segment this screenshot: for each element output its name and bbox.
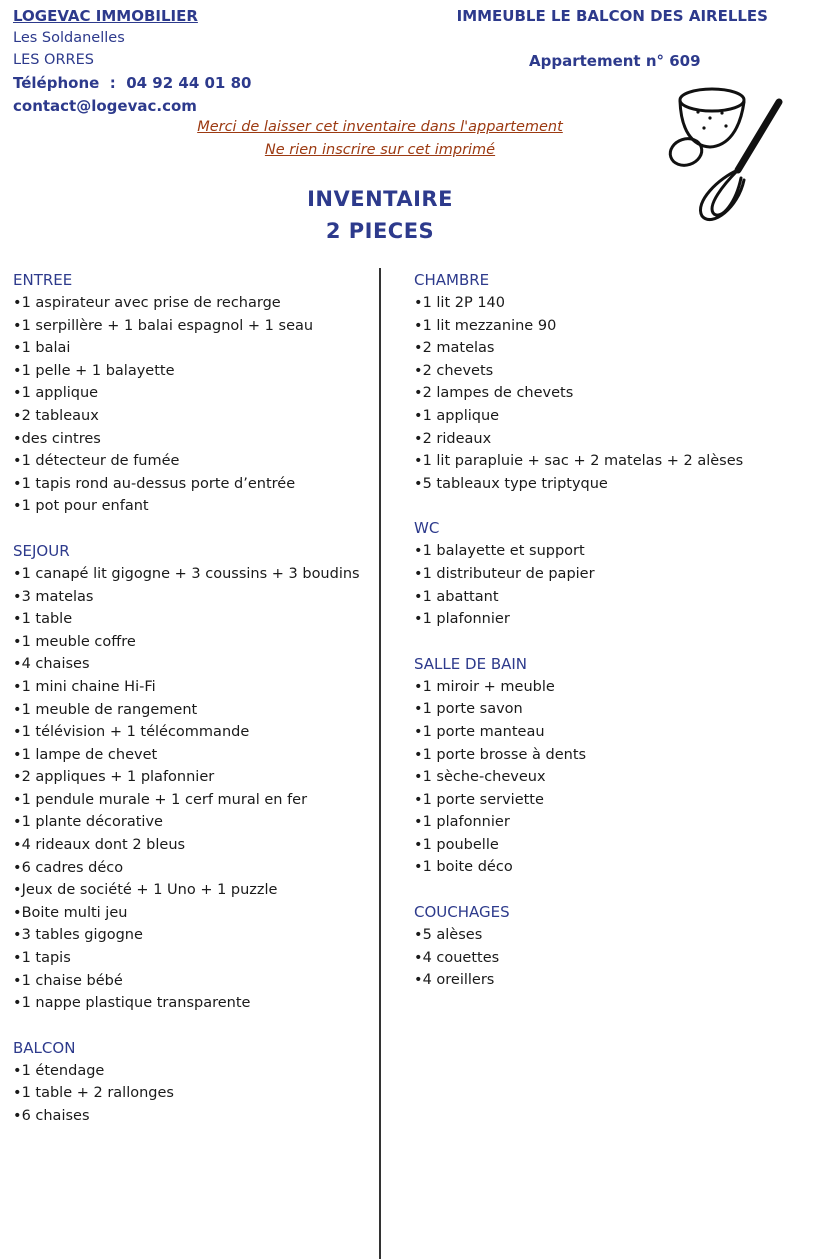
inventory-item-label: 1 miroir + meuble (422, 678, 555, 695)
inventory-item (414, 947, 814, 970)
inventory-item (13, 608, 373, 631)
bullet-icon: • (13, 407, 22, 424)
bullet-icon: • (414, 475, 423, 492)
inventory-left-column (13, 269, 373, 1128)
inventory-item (13, 699, 373, 722)
inventory-item (414, 360, 814, 383)
bullet-icon: • (13, 430, 22, 447)
inventory-item (414, 382, 814, 405)
inventory-item-label: 6 chaises (21, 1108, 90, 1124)
inventory-item-label: 1 pendule murale + 1 cerf mural en fer (21, 791, 308, 808)
inventory-item (13, 631, 373, 654)
inventory-item-label: 1 chaise bébé (21, 972, 123, 989)
inventory-item (13, 879, 373, 902)
bullet-icon: • (13, 295, 22, 311)
bullet-icon: • (13, 362, 22, 379)
section-spacer (414, 631, 814, 653)
inventory-item (13, 857, 373, 880)
section-spacer (13, 518, 373, 540)
inventory-item-label: 1 poubelle (422, 836, 499, 853)
bullet-icon: • (13, 565, 22, 582)
inventory-item (13, 1105, 373, 1128)
inventory-item (13, 1060, 373, 1083)
bullet-icon: • (13, 882, 22, 899)
inventory-item-label: 2 matelas (422, 340, 495, 357)
section-spacer (414, 495, 814, 517)
inventory-item-label: Boite multi jeu (21, 904, 128, 921)
inventory-item (13, 834, 373, 857)
inventory-item (414, 450, 814, 473)
inventory-item (414, 337, 814, 360)
section-spacer (414, 879, 814, 901)
bullet-icon: • (414, 543, 423, 560)
inventory-item (13, 676, 373, 699)
bullet-icon: • (13, 498, 22, 515)
bullet-icon: • (13, 814, 22, 831)
inventory-item-label: 1 tapis rond au-dessus porte d’entrée (21, 475, 296, 492)
inventory-item-label: 1 porte savon (422, 701, 523, 718)
notice-leave-inventory: Merci de laisser cet inventaire dans l'appartement (197, 119, 563, 135)
inventory-item-label: 1 balayette et support (422, 543, 585, 560)
inventory-item (13, 992, 373, 1015)
column-divider (379, 268, 381, 1259)
inventory-item-label: 1 porte brosse à dents (422, 746, 587, 763)
bullet-icon: • (414, 295, 423, 311)
building-name: IMMEUBLE LE BALCON DES AIRELLES (456, 7, 768, 25)
bullet-icon: • (414, 791, 423, 808)
inventory-item (13, 789, 373, 812)
section-title-balcon: BALCON (13, 1038, 76, 1057)
bullet-icon: • (13, 927, 22, 944)
bullet-icon: • (13, 972, 22, 989)
inventory-item (13, 653, 373, 676)
section-title-couchages: COUCHAGES (414, 903, 510, 922)
inventory-item-label: 1 boite déco (422, 859, 513, 876)
bullet-icon: • (13, 701, 22, 718)
inventory-item (414, 473, 814, 496)
bullet-icon: • (414, 611, 423, 628)
section-title-chambre: CHAMBRE (414, 271, 490, 289)
inventory-item (414, 744, 814, 767)
inventory-item-label: 6 cadres déco (21, 859, 124, 876)
inventory-item (13, 315, 373, 338)
inventory-item-label: 1 table + 2 rallonges (21, 1085, 174, 1102)
inventory-item (13, 428, 373, 451)
inventory-item (13, 924, 373, 947)
inventory-item (414, 766, 814, 789)
whisk-bowl-illustration (664, 80, 786, 228)
bullet-icon: • (414, 814, 423, 831)
inventory-item-label: 5 tableaux type triptyque (422, 475, 608, 492)
inventory-item (13, 405, 373, 428)
inventory-item-label: 1 serpillère + 1 balai espagnol + 1 seau (21, 317, 314, 334)
bullet-icon: • (414, 385, 423, 402)
bullet-icon: • (13, 746, 22, 763)
inventory-item (414, 856, 814, 879)
inventory-item-label: 1 table (21, 611, 73, 628)
inventory-item-label: 1 lit parapluie + sac + 2 matelas + 2 alèses (422, 453, 744, 470)
inventory-item-label: Jeux de société + 1 Uno + 1 puzzle (21, 882, 278, 899)
inventory-item-label: 2 appliques + 1 plafonnier (21, 769, 215, 786)
inventory-item (414, 292, 814, 315)
bullet-icon: • (13, 837, 22, 854)
inventory-item (13, 292, 373, 315)
bullet-icon: • (13, 317, 22, 334)
inventory-item (13, 902, 373, 925)
inventory-item-label: 1 lit 2P 140 (422, 295, 506, 311)
inventory-item-label: 1 étendage (21, 1062, 105, 1079)
bullet-icon: • (414, 678, 423, 695)
inventory-item-label: 2 lampes de chevets (422, 385, 574, 402)
inventory-item (13, 473, 373, 496)
inventory-item-label: 2 chevets (422, 362, 494, 379)
document-title: INVENTAIRE (307, 187, 453, 211)
inventory-item (414, 405, 814, 428)
inventory-right-column (414, 269, 814, 992)
bullet-icon: • (414, 340, 423, 357)
bullet-icon: • (414, 317, 423, 334)
bullet-icon: • (13, 588, 22, 605)
section-title-sejour: SEJOUR (13, 541, 70, 560)
bullet-icon: • (414, 565, 423, 582)
inventory-item-label: 1 porte serviette (422, 791, 544, 808)
bullet-icon: • (414, 407, 423, 424)
inventory-item (13, 721, 373, 744)
inventory-item (414, 608, 814, 631)
bullet-icon: • (414, 927, 423, 944)
bullet-icon: • (13, 385, 22, 402)
inventory-item (13, 382, 373, 405)
bullet-icon: • (414, 430, 423, 447)
inventory-item-label: 1 applique (422, 407, 500, 424)
inventory-item-label: 4 chaises (21, 656, 90, 673)
document-subtitle: 2 PIECES (325, 219, 435, 243)
inventory-item (13, 811, 373, 834)
inventory-item (414, 698, 814, 721)
agency-name: LOGEVAC IMMOBILIER (13, 7, 198, 25)
bullet-icon: • (414, 836, 423, 853)
bullet-icon: • (13, 656, 22, 673)
inventory-item-label: 1 lampe de chevet (21, 746, 158, 763)
notice-do-not-write: Ne rien inscrire sur cet imprimé (264, 142, 496, 158)
bullet-icon: • (13, 475, 22, 492)
inventory-item (13, 970, 373, 993)
bullet-icon: • (414, 588, 423, 605)
inventory-item (13, 450, 373, 473)
bullet-icon: • (13, 340, 22, 357)
inventory-item-label: 4 rideaux dont 2 bleus (21, 837, 186, 854)
inventory-item-label: 2 tableaux (21, 407, 99, 424)
inventory-item (414, 586, 814, 609)
inventory-item (414, 721, 814, 744)
bullet-icon: • (13, 950, 22, 967)
inventory-item-label: 1 plafonnier (422, 814, 510, 831)
bullet-icon: • (414, 859, 423, 876)
inventory-item-label: 1 meuble de rangement (21, 701, 198, 718)
inventory-item-label: 1 abattant (422, 588, 499, 605)
bullet-icon: • (13, 453, 22, 470)
inventory-item-label: 1 télévision + 1 télécommande (21, 724, 250, 741)
bullet-icon: • (414, 769, 423, 786)
bullet-icon: • (414, 746, 423, 763)
section-title-salle-de-bain: SALLE DE BAIN (414, 654, 528, 673)
inventory-item-label: 2 rideaux (422, 430, 492, 447)
bullet-icon: • (13, 724, 22, 741)
agency-phone: Téléphone : 04 92 44 01 80 (13, 74, 252, 92)
inventory-item (414, 563, 814, 586)
inventory-item (13, 586, 373, 609)
bullet-icon: • (414, 949, 423, 966)
inventory-item-label: 5 alèses (422, 927, 483, 944)
inventory-item-label: 1 plafonnier (422, 611, 510, 628)
inventory-item (13, 1082, 373, 1105)
inventory-item-label: 1 meuble coffre (21, 633, 136, 650)
agency-address-line1: Les Soldanelles (13, 30, 125, 46)
inventory-item-label: 1 tapis (21, 950, 71, 967)
inventory-item (414, 676, 814, 699)
inventory-item (13, 563, 373, 586)
inventory-item (414, 834, 814, 857)
inventory-item (13, 495, 373, 518)
inventory-item (414, 789, 814, 812)
inventory-item-label: 1 plante décorative (21, 814, 163, 831)
bullet-icon: • (13, 859, 22, 876)
inventory-item (13, 744, 373, 767)
agency-email: contact@logevac.com (13, 97, 197, 115)
inventory-item (13, 766, 373, 789)
inventory-item-label: des cintres (21, 430, 101, 447)
inventory-item (414, 969, 814, 992)
bullet-icon: • (13, 1108, 22, 1124)
bullet-icon: • (414, 972, 423, 989)
agency-address-line2: LES ORRES (13, 52, 94, 68)
inventory-item (13, 337, 373, 360)
bullet-icon: • (13, 611, 22, 628)
inventory-item-label: 1 pot pour enfant (21, 498, 149, 515)
bullet-icon: • (414, 453, 423, 470)
inventory-item-label: 3 matelas (21, 588, 94, 605)
bullet-icon: • (13, 791, 22, 808)
inventory-item-label: 1 balai (21, 340, 71, 357)
bullet-icon: • (13, 904, 22, 921)
inventory-item-label: 1 pelle + 1 balayette (21, 362, 175, 379)
section-title-entree: ENTREE (13, 271, 73, 289)
inventory-item-label: 1 porte manteau (422, 723, 545, 740)
bullet-icon: • (13, 769, 22, 786)
inventory-item-label: 1 mini chaine Hi-Fi (21, 678, 156, 695)
bullet-icon: • (414, 723, 423, 740)
inventory-item (414, 811, 814, 834)
inventory-item-label: 4 couettes (422, 949, 500, 966)
inventory-item-label: 1 distributeur de papier (422, 565, 595, 582)
bullet-icon: • (13, 995, 22, 1012)
inventory-item-label: 1 sèche-cheveux (422, 769, 546, 786)
inventory-item (414, 540, 814, 563)
inventory-item-label: 1 applique (21, 385, 99, 402)
bullet-icon: • (13, 1085, 22, 1102)
inventory-item (414, 315, 814, 338)
inventory-item-label: 3 tables gigogne (21, 927, 143, 944)
section-title-wc: WC (414, 519, 440, 538)
inventory-item-label: 1 lit mezzanine 90 (422, 317, 557, 334)
inventory-item-label: 1 nappe plastique transparente (21, 995, 251, 1012)
inventory-item (414, 924, 814, 947)
inventory-item-label: 1 aspirateur avec prise de recharge (21, 295, 281, 311)
section-spacer (13, 1015, 373, 1037)
inventory-item-label: 1 canapé lit gigogne + 3 coussins + 3 boudins (21, 565, 360, 582)
inventory-item (414, 428, 814, 451)
inventory-item (13, 360, 373, 383)
inventory-item-label: 4 oreillers (422, 972, 495, 989)
bullet-icon: • (13, 1062, 22, 1079)
bullet-icon: • (414, 701, 423, 718)
bullet-icon: • (13, 633, 22, 650)
bullet-icon: • (414, 362, 423, 379)
bullet-icon: • (13, 678, 22, 695)
apartment-number: Appartement n° 609 (529, 52, 701, 70)
inventory-item-label: 1 détecteur de fumée (21, 453, 180, 470)
inventory-item (13, 947, 373, 970)
